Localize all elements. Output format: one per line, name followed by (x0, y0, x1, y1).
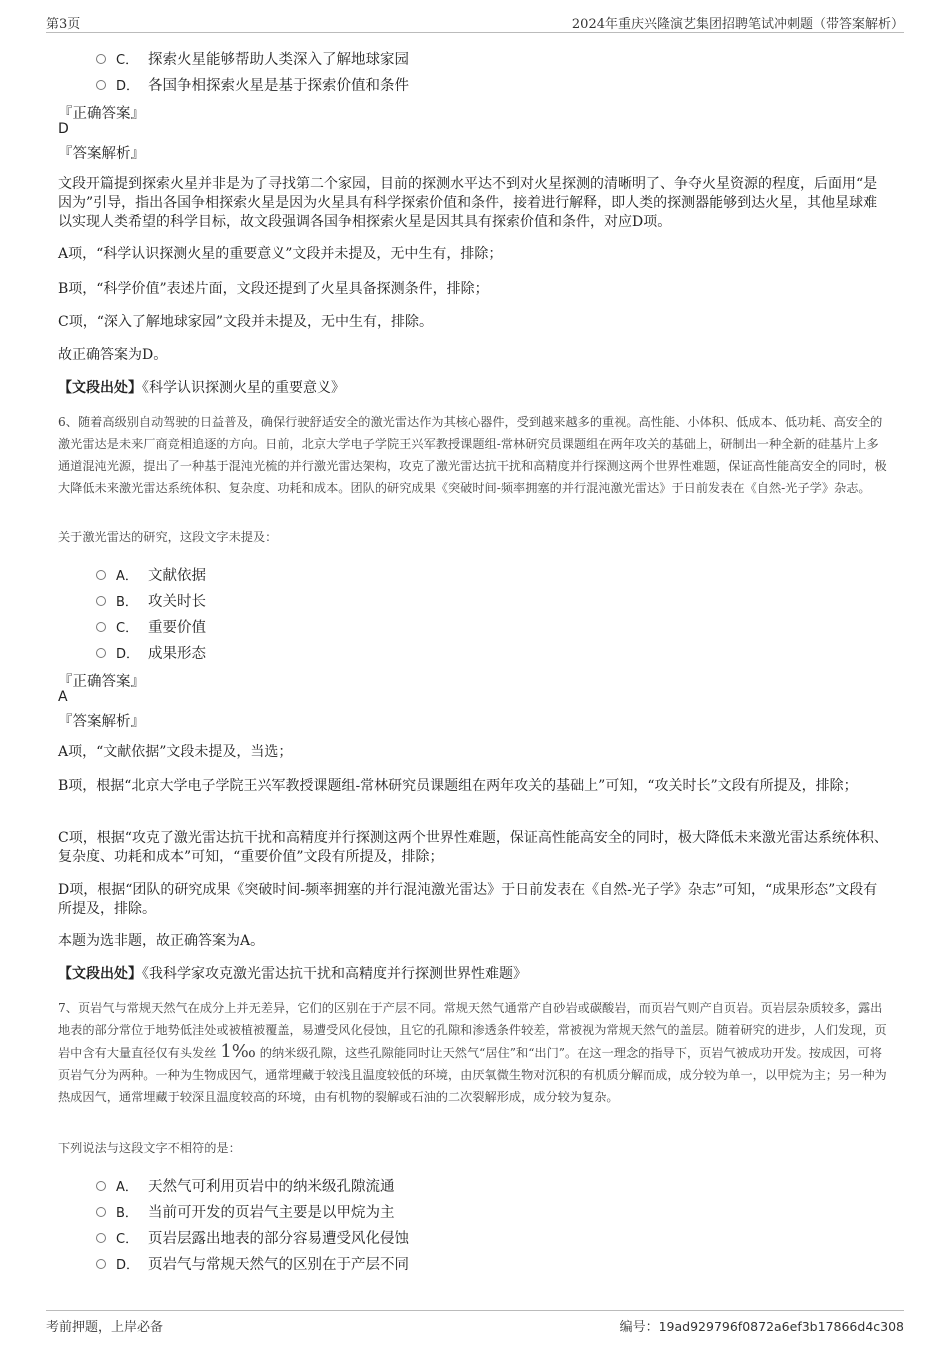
radio-button-icon[interactable] (96, 54, 106, 64)
q6-analysis-label: 『答案解析』 (58, 714, 145, 730)
q5-analysis-text: 文段开篇提到探索火星并非是为了寻找第二个家园，目前的探测水平达不到对火星探测的清晰明了、争夺火星资源的程度，后面用“是因为”引导，指出各国争相探索火星是因为火星具有科学探索价值和条件，接着进行解释，即人类的探测器能够到达火星，其他星球难以实现人类希望的科学目标，故文段强调各国争相探索火星是因其具有探索价值和条件，对应D项。 (58, 176, 878, 230)
q6-explain-b: B项，根据“北京大学电子学院王兴军教授课题组-常林研究员课题组在两年攻关的基础上”可知，“攻关时长”文段有所提及，排除； (58, 778, 858, 794)
radio-button-icon[interactable] (96, 1181, 106, 1191)
radio-button-icon[interactable] (96, 1207, 106, 1217)
document-code: 编号：19ad929796f0872a6ef3b17866d4c308 (619, 1319, 904, 1335)
q7-option-d[interactable]: D． 页岩气与常规天然气的区别在于产层不同 (96, 1253, 409, 1274)
q5-option-d[interactable]: D． 各国争相探索火星是基于探索价值和条件 (96, 74, 409, 95)
q6-option-a[interactable]: A． 文献依据 (96, 564, 206, 585)
q7-question: 下列说法与这段文字不相符的是： (58, 1141, 241, 1155)
document-title: 2024年重庆兴隆演艺集团招聘笔试冲刺题（带答案解析） (571, 17, 904, 32)
q5-explain-b: B项，“科学价值”表述片面，文段还提到了火星具备探测条件，排除； (58, 281, 489, 297)
source-label: 【文段出处】 (58, 966, 142, 982)
q6-conclusion: 本题为选非题，故正确答案为A。 (58, 933, 265, 949)
q6-answer-label: 『正确答案』 (58, 674, 145, 690)
q5-option-c[interactable]: C． 探索火星能够帮助人类深入了解地球家园 (96, 48, 409, 69)
radio-button-icon[interactable] (96, 1259, 106, 1269)
page-header (46, 10, 904, 33)
q5-conclusion: 故正确答案为D。 (58, 347, 168, 363)
q6-explain-a: A项，“文献依据”文段未提及，当选； (58, 744, 293, 760)
q6-option-b[interactable]: B． 攻关时长 (96, 590, 206, 611)
q5-explain-c: C项，“深入了解地球家园”文段并未提及，无中生有，排除。 (58, 314, 434, 330)
q6-stem: 6、随着高级别自动驾驶的日益普及，确保行驶舒适安全的激光雷达作为其核心器件，受到越来越多的重视。高性能、小体积、低成本、低功耗、高安全的激光雷达是未来厂商竞相追逐的方向。日前，北京大学电子学院王兴军教授课题组-常林研究员课题组在两年攻关的基础上，研制出一种全新的硅基片上多通道混沌光源，提出了一种基于混沌光梳的并行激光雷达架构，攻克了激光雷达抗干扰和高精度并行探测这两个世界性难题，保证高性能高安全的同时，极大降低未来激光雷达系统体积、复杂度、功耗和成本。团队的研究成果《突破时间-频率拥塞的并行混沌激光雷达》于日前发表在《自然-光子学》杂志。 (58, 415, 887, 495)
radio-button-icon[interactable] (96, 596, 106, 606)
page-number: 第3页 (46, 17, 81, 32)
q6-source (58, 965, 888, 984)
radio-button-icon[interactable] (96, 570, 106, 580)
page-footer (46, 1310, 904, 1335)
q7-option-c[interactable]: C． 页岩层露出地表的部分容易遭受风化侵蚀 (96, 1227, 409, 1248)
q5-explain-a: A项，“科学认识探测火星的重要意义”文段并未提及，无中生有，排除； (58, 246, 503, 262)
q6-answer: A (58, 689, 68, 705)
q7-option-a[interactable]: A． 天然气可利用页岩中的纳米级孔隙流通 (96, 1175, 395, 1196)
q7-option-b[interactable]: B． 当前可开发的页岩气主要是以甲烷为主 (96, 1201, 395, 1222)
q6-question: 关于激光雷达的研究，这段文字未提及： (58, 530, 278, 544)
source-label: 【文段出处】 (58, 380, 142, 396)
q6-option-c[interactable]: C． 重要价值 (96, 616, 206, 637)
source-title: 《科学认识探测火星的重要意义》 (142, 380, 345, 396)
q6-explain-c: C项，根据“攻克了激光雷达抗干扰和高精度并行探测这两个世界性难题，保证高性能高安全的同时，极大降低未来激光雷达系统体积、复杂度、功耗和成本”可知，“重要价值”文段有所提及，排除； (58, 830, 888, 865)
radio-button-icon[interactable] (96, 622, 106, 632)
q7-stem: 7、页岩气与常规天然气在成分上并无差异，它们的区别在于产层不同。常规天然气通常产自砂岩或碳酸岩，而页岩气则产自页岩。页岩层杂质较多，露出地表的部分常位于地势低洼处或被植被覆盖，易遭受风化侵蚀，且它的孔隙和渗透条件较差，常被视为常规天然气的盖层。随着研究的进步，人们发现，页岩中含有大量直径仅有头发丝 1‰ 的纳米级孔隙，这些孔隙能同时让天然气“居住”和“出门”。在这一理念的指导下，页岩气被成功开发。按成因，可将页岩气分为两种。一种为生物成因气，通常埋藏于较浅且温度较低的环境，由厌氧微生物对沉积的有机质分解而成，成分较为单一，以甲烷为主；另一种为热成因气，通常埋藏于较深且温度较高的环境，由有机物的裂解或石油的二次裂解形成，成分较为复杂。 (58, 1001, 887, 1104)
radio-button-icon[interactable] (96, 80, 106, 90)
source-title: 《我科学家攻克激光雷达抗干扰和高精度并行探测世界性难题》 (142, 966, 527, 982)
q5-answer: D (58, 121, 69, 137)
q5-source (58, 379, 888, 398)
q5-answer-label: 『正确答案』 (58, 106, 145, 122)
radio-button-icon[interactable] (96, 648, 106, 658)
q6-explain-d: D项，根据“团队的研究成果《突破时间-频率拥塞的并行混沌激光雷达》于日前发表在《自然-光子学》杂志”可知，“成果形态”文段有所提及，排除。 (58, 882, 878, 917)
permil-value: 1‰ (220, 1041, 256, 1062)
q6-option-d[interactable]: D． 成果形态 (96, 642, 206, 663)
radio-button-icon[interactable] (96, 1233, 106, 1243)
footer-slogan: 考前押题，上岸必备 (46, 1320, 164, 1335)
q5-analysis-label: 『答案解析』 (58, 146, 145, 162)
